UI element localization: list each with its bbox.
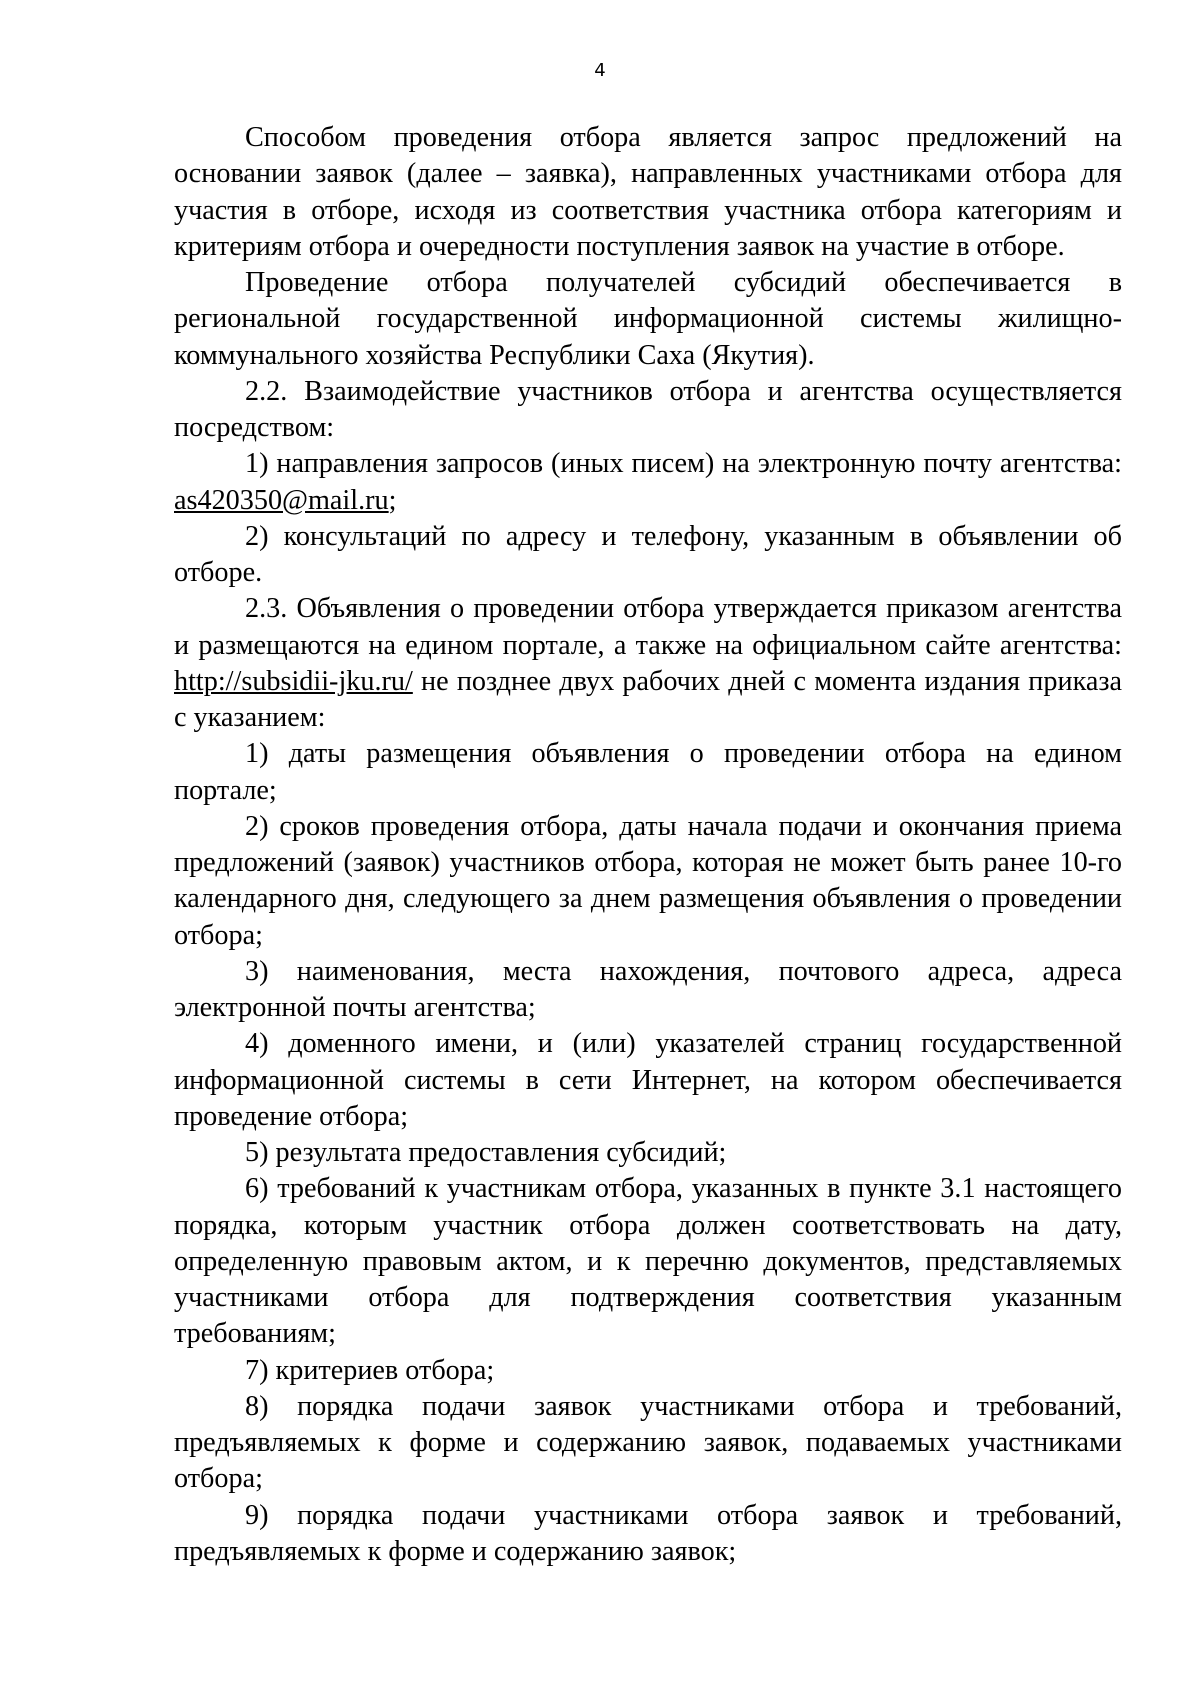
paragraph-2-3-item-8: 8) порядка подачи заявок участниками отбора и требований, предъявляемых к форме и содержанию заявок, подаваемых участниками отбора; (174, 1390, 1122, 1495)
paragraph-2-3-item-1: 1) даты размещения объявления о проведении отбора на едином портале; (174, 738, 1122, 806)
paragraph-2-3-item-2: 2) сроков проведения отбора, даты начала подачи и окончания приема предложений (заявок) участников отбора, которая не может быть ранее 10-го календарного дня, следующего за днем размещения объявления о проведении отбора; (174, 810, 1122, 951)
paragraph-2-3-item-7: 7) критериев отбора; (245, 1354, 495, 1386)
paragraph-2-3-item-6: 6) требований к участникам отбора, указанных в пункте 3.1 настоящего порядка, которым участник отбора должен соответствовать на дату, определенную правовым актом, и к перечню документов, представляемых участниками отбора для подтверждения соответствия указанным требованиям; (174, 1173, 1122, 1350)
paragraph-2-2-item-2: 2) консультаций по адресу и телефону, указанным в объявлении об отборе. (174, 520, 1122, 588)
paragraph-2-2: 2.2. Взаимодействие участников отбора и агентства осуществляется посредством: (174, 375, 1122, 443)
website-link[interactable]: http://subsidii-jku.ru/ (174, 665, 413, 697)
paragraph-2-3-item-9: 9) порядка подачи участниками отбора заявок и требований, предъявляемых к форме и содержанию заявок; (174, 1499, 1122, 1567)
paragraph-selection-system: Проведение отбора получателей субсидий обеспечивается в региональной государственной информационной системы жилищно-коммунального хозяйства Республики Саха (Якутия). (174, 267, 1122, 371)
paragraph-2-3-item-4: 4) доменного имени, и (или) указателей страниц государственной информационной системы в сети Интернет, на котором обеспечивается проведение отбора; (174, 1028, 1122, 1132)
paragraph-2-3-item-5: 5) результата предоставления субсидий; (245, 1137, 727, 1168)
paragraph-selection-method: Способом проведения отбора является запрос предложений на основании заявок (далее – заявка), направленных участниками отбора для участия в отборе, исходя из соответствия участника отбора категориям и критериям отбора и очередности поступления заявок на участие в отборе. (174, 122, 1122, 262)
page-number: 4 (594, 60, 606, 81)
paragraph-text: 1) направления запросов (иных писем) на электронную почту агентства: (245, 448, 1122, 480)
paragraph-text: не позднее двух рабочих дней с момента издания приказа с указанием: (174, 665, 1122, 733)
paragraph-text: 2.3. Объявления о проведении отбора утверждается приказом агентства и размещаются на едином портале, а также на официальном сайте агентства: (174, 593, 1122, 661)
paragraph-2-3-item-3: 3) наименования, места нахождения, почтового адреса, адреса электронной почты агентства; (174, 955, 1122, 1023)
paragraph-2-2-item-1 (174, 446, 1122, 519)
document-body (174, 120, 1122, 1570)
paragraph-2-3 (174, 591, 1122, 736)
paragraph-text: ; (388, 484, 397, 516)
email-link[interactable]: as420350@mail.ru (174, 484, 389, 516)
